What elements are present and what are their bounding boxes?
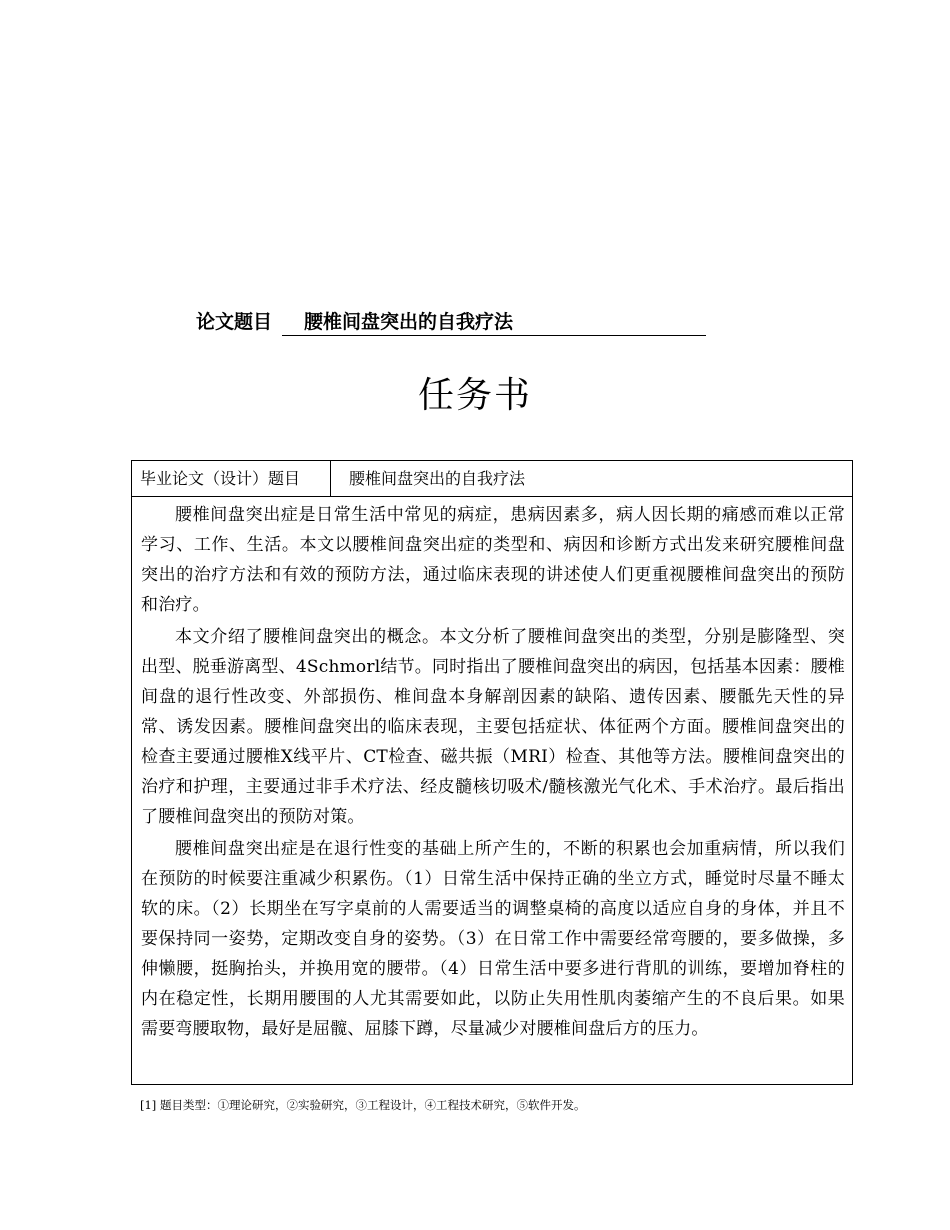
- thesis-title-value: 腰椎间盘突出的自我疗法: [304, 311, 514, 333]
- body-paragraph-3: 腰椎间盘突出症是在退行性变的基础上所产生的，不断的积累也会加重病情，所以我们在预防的时候要注重减少积累伤。（1）日常生活中保持正确的坐立方式，睡觉时尽量不睡太软的床。（2）长期坐在写字桌前的人需要适当的调整桌椅的高度以适应自身的身体，并且不要保持同一姿势，定期改变自身的姿势。（3）在日常工作中需要经常弯腰的，要多做操，多伸懒腰，挺胸抬头，并换用宽的腰带。（4）日常生活中要多进行背肌的训练，要增加脊柱的内在稳定性，长期用腰围的人尤其需要如此，以防止失用性肌肉萎缩产生的不良后果。如果需要弯腰取物，最好是屈髋、屈膝下蹲，尽量减少对腰椎间盘后方的压力。: [141, 839, 845, 1039]
- table-body: [132, 497, 852, 1044]
- thesis-title-row: [196, 308, 716, 336]
- thesis-title-field: [282, 308, 706, 336]
- task-table: [131, 460, 853, 1085]
- document-heading: 任务书: [417, 375, 532, 416]
- thesis-title-label: 论文题目: [196, 311, 273, 333]
- topic-value: 腰椎间盘突出的自我疗法: [349, 469, 526, 488]
- footnote: [1] 题目类型：①理论研究，②实验研究，③工程设计，④工程技术研究，⑤软件开发。: [140, 1098, 586, 1112]
- table-header-row: [132, 461, 852, 497]
- body-paragraph-2: 本文介绍了腰椎间盘突出的概念。本文分析了腰椎间盘突出的类型，分别是膨隆型、突出型、脱垂游离型、4Schmorl结节。同时指出了腰椎间盘突出的病因，包括基本因素：腰椎间盘的退行性改变、外部损伤、椎间盘本身解剖因素的缺陷、遗传因素、腰骶先天性的异常、诱发因素。腰椎间盘突出的临床表现，主要包括症状、体征两个方面。腰椎间盘突出的检查主要通过腰椎X线平片、CT检查、磁共振（MRI）检查、其他等方法。腰椎间盘突出的治疗和护理，主要通过非手术疗法、经皮髓核切吸术/髓核激光气化术、手术治疗。最后指出了腰椎间盘突出的预防对策。: [141, 627, 845, 827]
- body-paragraph-1: 腰椎间盘突出症是日常生活中常见的病症，患病因素多，病人因长期的痛感而难以正常学习、工作、生活。本文以腰椎间盘突出症的类型和、病因和诊断方式出发来研究腰椎间盘突出的治疗方法和有效的预防方法，通过临床表现的讲述使人们更重视腰椎间盘突出的预防和治疗。: [141, 505, 845, 615]
- topic-label: 毕业论文（设计）题目: [132, 461, 331, 496]
